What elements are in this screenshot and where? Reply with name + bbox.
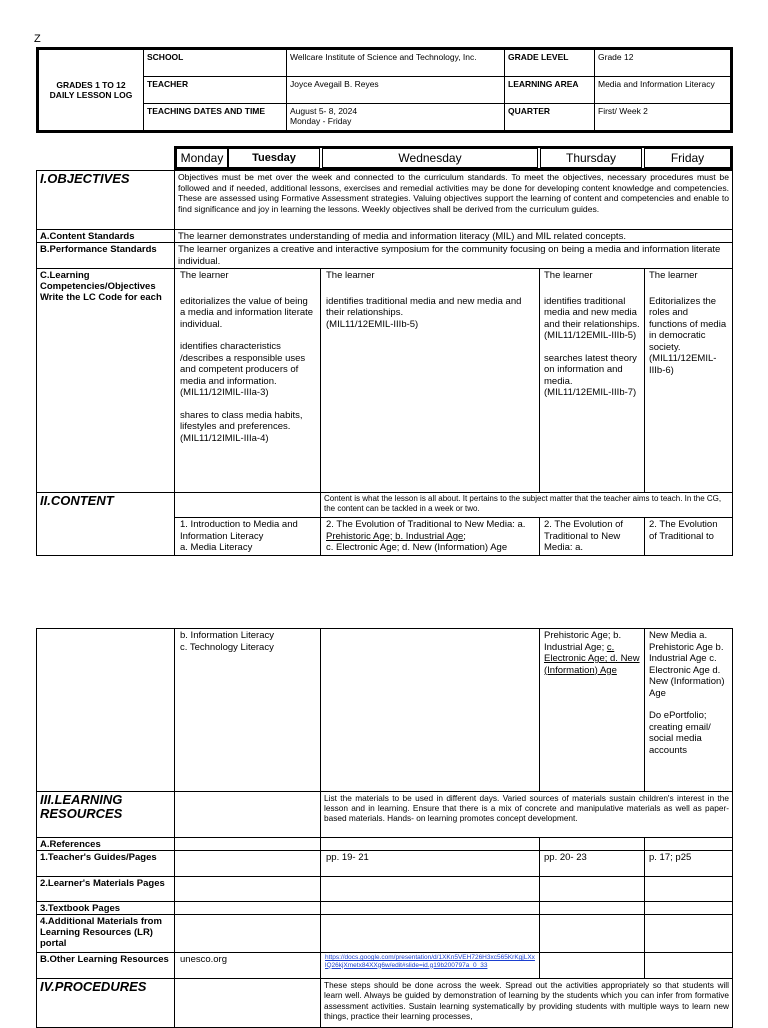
content-fri-line: New Media a. Prehistoric Age b. Industrial Age c. Electronic Age d. New (Information) Age [649, 630, 725, 699]
content-continuation-label-cell [36, 628, 175, 792]
comp-mon-line: editorializes the value of being a media and information literate individual. [180, 295, 314, 330]
learners-materials-label: 2.Learner's Materials Pages [36, 876, 175, 902]
comp-fri-code: (MIL11/12EMIL-IIIb-6) [649, 353, 717, 376]
day-thursday: Thursday [540, 148, 642, 168]
textbook-pages-wed [320, 901, 540, 915]
teachers-guide-mon [174, 850, 321, 877]
teacher-label: TEACHER [144, 77, 287, 104]
performance-standards-label: B.Performance Standards [36, 242, 175, 269]
content-heading: II.CONTENT [36, 492, 175, 556]
other-resources-mon: unesco.org [174, 952, 321, 979]
teaching-dates-value [287, 104, 505, 130]
teachers-guide-wed: pp. 19- 21 [320, 850, 540, 877]
additional-materials-thu [539, 914, 645, 953]
additional-materials-wed [320, 914, 540, 953]
other-resources-label: B.Other Learning Resources [36, 952, 175, 979]
content-monday-top [174, 517, 321, 556]
content-mon-line: c. Technology Literacy [180, 641, 274, 653]
content-friday-bottom [644, 628, 733, 792]
content-thursday-bottom [539, 628, 645, 792]
google-slides-link[interactable]: https://docs.google.com/presentation/d/1XKn5VEH726H3xc565KrKgjLXxlQ26kjXmetx84XXg6w/edit#slide=id.g19b200797a_0_33 [325, 954, 535, 969]
competencies-label [36, 268, 175, 493]
comp-mon-code: (MIL11/12IMIL-IIIa-4) [180, 432, 269, 444]
references-mon [174, 837, 321, 851]
comp-mon-line: identifies characteristics /describes a responsible uses and competent producers of media and information. [180, 341, 306, 387]
comp-thu-line: searches latest theory on information and media. [544, 352, 637, 387]
content-wednesday-bottom [320, 628, 540, 792]
comp-thu-code: (MIL11/12EMIL-IIIb-7) [544, 387, 637, 398]
comp-mon-code: (MIL11/12IMIL-IIIa-3) [180, 387, 269, 398]
objectives-description: Objectives must be met over the week and connected to the curriculum standards. To meet the objectives, necessary procedures must be followed and if needed, additional lessons, exercises and remedial activities may be done for developing content knowledge and competencies. These are assessed using Formative Assessment strategies. Valuing objectives support the learning of content and competencies and enable to find significance and joy in learning the lessons. Weekly objectives shall be derived from the curriculum guides. [174, 170, 733, 230]
content-monday-bottom [174, 628, 321, 792]
procedures-description: These steps should be done across the week. Spread out the activities appropriately so that students will learn well. Always be guided by demonstration of learning by the students which you can infer from formative assessment activities. Sustain learning systematically by providing students with multiple ways to learn new things, practice their learning processes, [320, 978, 733, 1028]
header-table [36, 47, 733, 133]
teachers-guide-fri: p. 17; p25 [644, 850, 733, 877]
performance-standards-text: The learner organizes a creative and interactive symposium for the community focusing on being a media and information literate individual. [174, 242, 733, 269]
comp-thu-line: identifies traditional media and new media and their relationships. [544, 295, 640, 330]
content-friday-top: 2. The Evolution of Traditional to [644, 517, 733, 556]
lc-code-instruction: Write the LC Code for each [40, 292, 162, 303]
comp-fri-line: Editorializes the roles and functions of media in democratic society. [649, 295, 727, 353]
teachers-guide-label: 1.Teacher's Guides/Pages [36, 850, 175, 877]
quarter-value: First/ Week 2 [598, 106, 648, 116]
learners-materials-fri [644, 876, 733, 902]
content-wednesday-top [320, 517, 540, 556]
objectives-heading: I.OBJECTIVES [36, 170, 175, 230]
comp-thu-line: The learner [544, 270, 593, 281]
day-monday: Monday [176, 148, 228, 168]
procedures-empty-cell [174, 978, 321, 1028]
content-thu-underlined: c. Electronic Age; d. New (Information) Age [544, 641, 640, 676]
textbook-pages-fri [644, 901, 733, 915]
comp-fri-line: The learner [649, 270, 698, 281]
references-fri [644, 837, 733, 851]
procedures-heading: IV.PROCEDURES [36, 978, 175, 1028]
learning-resources-heading: III.LEARNING RESOURCES [36, 791, 175, 838]
content-standards-text: The learner demonstrates understanding of media and information literacy (MIL) and MIL related concepts. [174, 229, 733, 243]
school-value: Wellcare Institute of Science and Technology, Inc. [287, 50, 505, 77]
content-fri-line: Do ePortfolio; creating email/ social media accounts [649, 710, 711, 756]
teaching-dates-line-1: August 5- 8, 2024 [290, 106, 358, 116]
learning-area-label: LEARNING AREA [505, 77, 595, 104]
learners-materials-thu [539, 876, 645, 902]
quarter-label: QUARTER [505, 104, 595, 130]
content-empty-cell [174, 492, 321, 518]
content-wed-text: c. Electronic Age; d. New (Information) Age [326, 542, 508, 553]
competencies-monday [174, 268, 321, 493]
competencies-thursday [539, 268, 645, 493]
content-mon-line: a. Media Literacy [180, 542, 253, 553]
textbook-pages-mon [174, 901, 321, 915]
content-thu-text: Prehistoric Age; b. Industrial Age; [544, 630, 622, 653]
teaching-dates-label: TEACHING DATES AND TIME [144, 104, 287, 130]
content-mon-line: b. Information Literacy [180, 630, 274, 641]
other-resources-wed [320, 952, 540, 979]
learners-materials-wed [320, 876, 540, 902]
school-label: SCHOOL [144, 50, 287, 77]
competencies-wednesday [320, 268, 540, 493]
textbook-pages-thu [539, 901, 645, 915]
comp-wed-line: identifies traditional media and new media and their relationships. [326, 295, 522, 318]
content-standards-label: A.Content Standards [36, 229, 175, 243]
learning-resources-description: List the materials to be used in different days. Varied sources of materials sustain children's interest in the lesson and in learning. Ensure that there is a mix of concrete and manipulative materials as well as paper- based materials. Hands- on learning promotes concept development. [320, 791, 733, 838]
competencies-friday [644, 268, 733, 493]
additional-materials-mon [174, 914, 321, 953]
corner-mark: Z [34, 33, 41, 45]
teacher-value: Joyce Avegail B. Reyes [287, 77, 505, 104]
learning-area-value: Media and Information Literacy [595, 77, 730, 104]
competencies-label-line: C.Learning Competencies/Objectives [40, 270, 156, 292]
teaching-dates-line-2: Monday - Friday [290, 116, 352, 126]
day-wednesday: Wednesday [322, 148, 538, 168]
references-wed [320, 837, 540, 851]
comp-wed-code: (MIL11/12EMIL-IIIb-5) [326, 318, 419, 330]
other-resources-fri [644, 952, 733, 979]
day-tuesday: Tuesday [228, 148, 320, 168]
other-resources-thu [539, 952, 645, 979]
comp-wed-line: The learner [326, 270, 375, 281]
comp-mon-line: shares to class media habits, lifestyles and preferences. [180, 409, 303, 432]
content-wed-text: 2. The Evolution of Traditional to New Media: a. [326, 519, 526, 530]
comp-thu-code: (MIL11/12EMIL-IIIb-5) [544, 330, 637, 341]
resources-empty-cell [174, 791, 321, 838]
content-thursday-top: 2. The Evolution of Traditional to New Media: a. [539, 517, 645, 556]
additional-materials-fri [644, 914, 733, 953]
content-wed-underlined: Prehistoric Age; b. Industrial Age; [326, 530, 466, 542]
textbook-pages-label: 3.Textbook Pages [36, 901, 175, 915]
comp-mon-line: The learner [180, 270, 229, 281]
grade-level-value: Grade 12 [595, 50, 730, 77]
references-thu [539, 837, 645, 851]
additional-materials-label: 4.Additional Materials from Learning Resources (LR) portal [36, 914, 175, 953]
day-friday: Friday [644, 148, 731, 168]
content-description: Content is what the lesson is all about. It pertains to the subject matter that the teacher aims to teach. In the CG, the content can be tackled in a week or two. [320, 492, 733, 518]
daily-lesson-log-title: GRADES 1 TO 12 DAILY LESSON LOG [39, 50, 144, 130]
grade-level-label: GRADE LEVEL [505, 50, 595, 77]
learners-materials-mon [174, 876, 321, 902]
content-mon-line: 1. Introduction to Media and Information Literacy [180, 519, 298, 542]
references-label: A.References [36, 837, 175, 851]
teachers-guide-thu: pp. 20- 23 [539, 850, 645, 877]
